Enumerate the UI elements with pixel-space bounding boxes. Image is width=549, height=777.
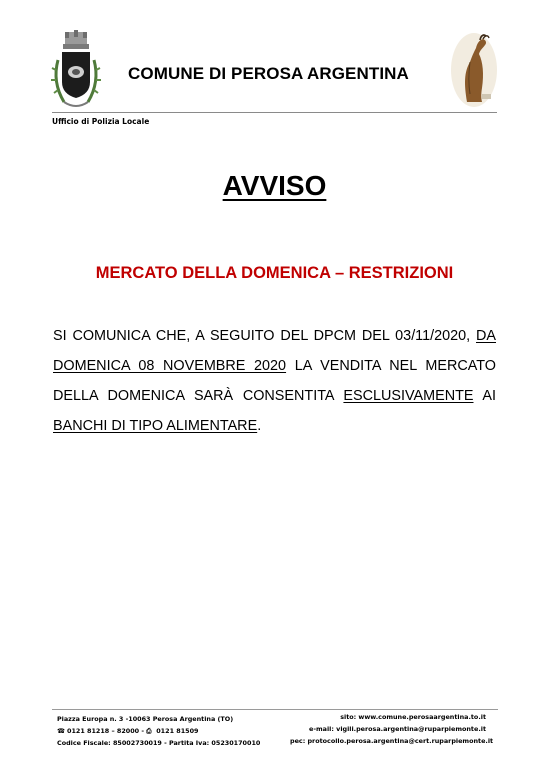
- footer-pec[interactable]: pec: protocollo.perosa.argentina@cert.ruparpiemonte.it: [290, 737, 494, 745]
- office-name: Ufficio di Polizia Locale: [52, 117, 150, 126]
- footer-address: Piazza Europa n. 3 -10063 Perosa Argentina (TO): [57, 715, 234, 723]
- body-underline-exclusively: ESCLUSIVAMENTE: [343, 388, 474, 404]
- notice-body: [53, 321, 496, 441]
- header-divider: [52, 112, 497, 113]
- notice-title-text: AVVISO: [222, 170, 327, 201]
- footer-website[interactable]: sito: www.comune.perosaargentina.to.it: [340, 713, 486, 721]
- chamois-logo-icon: [450, 32, 498, 108]
- body-text-part-1: SI COMUNICA CHE, A SEGUITO DEL DPCM DEL 03/11/2020,: [53, 328, 476, 344]
- body-underline-date: DA DOMENICA 08 NOVEMBRE 2020: [53, 328, 496, 374]
- footer-phone: 0121 81218 – 82000 -: [67, 727, 147, 735]
- notice-subject: MERCATO DELLA DOMENICA – RESTRIZIONI: [95, 264, 454, 282]
- municipality-name: COMUNE DI PEROSA ARGENTINA: [128, 64, 409, 83]
- footer-tax-ids: Codice Fiscale: 85002730019 - Partita Iva: 05230170010: [57, 739, 261, 747]
- footer-divider: [52, 709, 498, 710]
- body-underline-food-stalls: BANCHI DI TIPO ALIMENTARE: [53, 418, 258, 434]
- fax-icon: ⎙: [146, 727, 152, 735]
- notice-title: [0, 170, 549, 202]
- body-text-part-3: AI: [473, 388, 496, 404]
- footer-online: [290, 711, 494, 747]
- telephone-icon: ☎: [57, 727, 65, 735]
- body-text-part-2: LA VENDITA NEL MERCATO DELLA DOMENICA SARÀ CONSENTITA: [53, 358, 497, 404]
- footer-fax: 0121 81509: [156, 727, 199, 735]
- body-text-part-4: .: [257, 418, 262, 434]
- footer-email[interactable]: e-mail: vigili.perosa.argentina@ruparpiemonte.it: [309, 725, 486, 733]
- footer-contacts: [57, 713, 260, 749]
- coat-of-arms-icon: [50, 30, 102, 112]
- footer-phone-line: [57, 725, 260, 737]
